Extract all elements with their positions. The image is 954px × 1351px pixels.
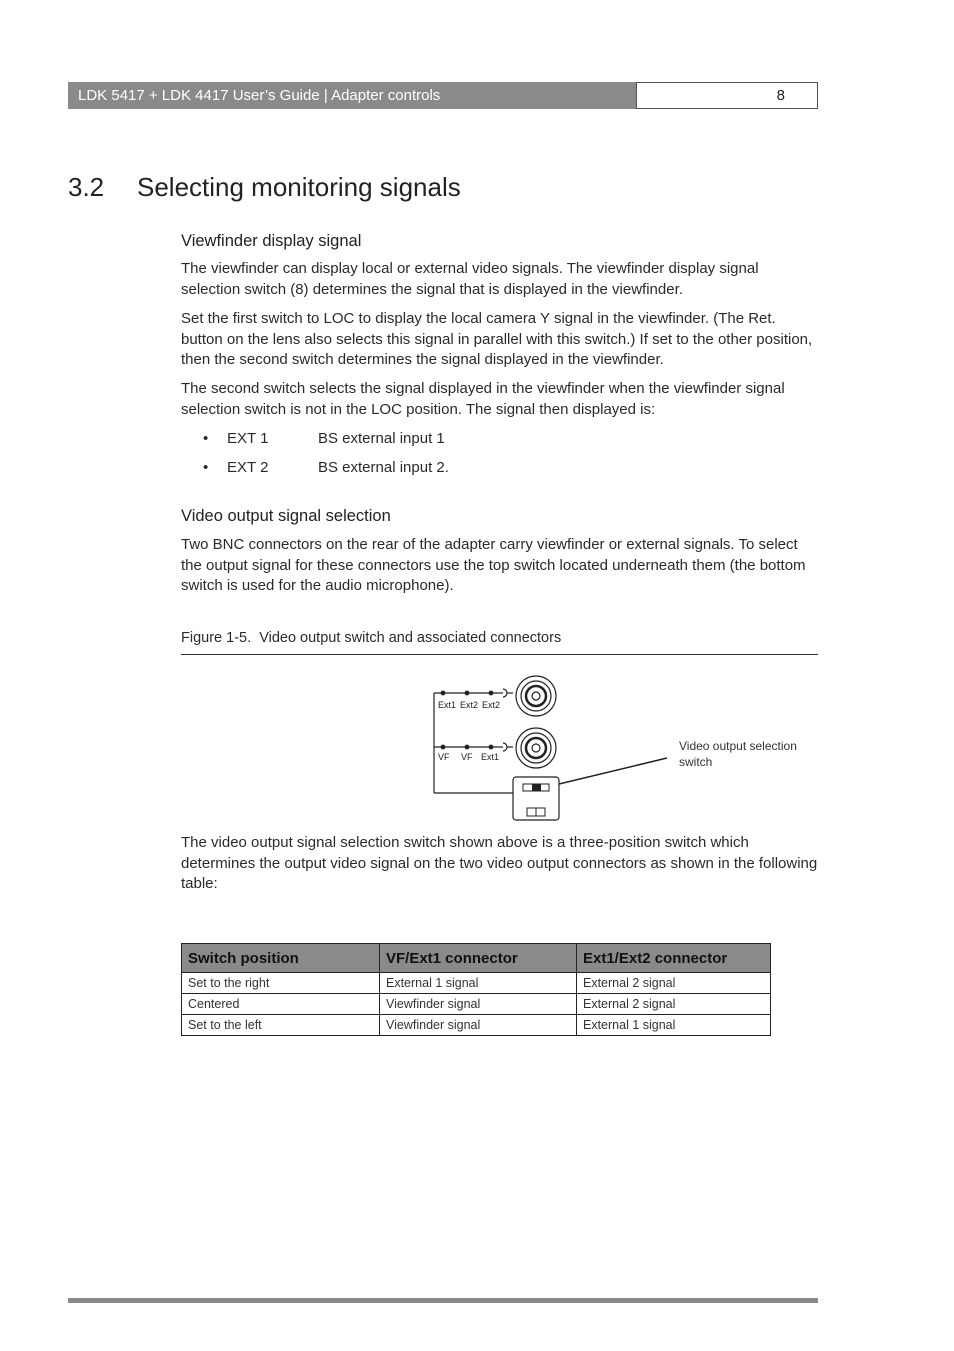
table-header-row [182, 944, 771, 973]
footer-rule [68, 1298, 818, 1303]
connector-label: VF [461, 752, 473, 762]
connector-label: Ext2 [482, 700, 501, 710]
section-title: Selecting monitoring signals [137, 172, 461, 202]
running-header-title: LDK 5417 + LDK 4417 User’s Guide | Adapter controls [68, 82, 636, 109]
table-cell: Set to the right [182, 973, 380, 994]
column-header: Ext1/Ext2 connector [577, 944, 771, 973]
terminal-dot [465, 745, 470, 750]
bnc-connector-bottom-icon [516, 728, 556, 768]
terminal-dot [489, 745, 494, 750]
video-output-paragraph-1: Two BNC connectors on the rear of the adapter carry viewfinder or external signals. To select the output signal for these connectors use the top switch located underneath them (the bottom switch is used for the audio microphone). [181, 536, 806, 594]
table-cell: External 2 signal [577, 973, 771, 994]
table-cell: Set to the left [182, 1015, 380, 1036]
viewfinder-paragraph-3: The second switch selects the signal displayed in the viewfinder when the viewfinder signal selection switch is not in the LOC position. The signal then displayed is: [181, 380, 785, 418]
terminal-dot [441, 745, 446, 750]
selection-switch-icon [513, 777, 559, 820]
bullet-description: BS external input 2. [318, 459, 449, 476]
bnc-connector-top-icon [516, 676, 556, 716]
table-cell: External 2 signal [577, 994, 771, 1015]
figure-caption-text: Video output switch and associated connectors [259, 630, 562, 646]
table-cell: External 1 signal [577, 1015, 771, 1036]
page-number: 8 [636, 82, 818, 109]
terminal-dot [489, 691, 494, 696]
switch-position-table [181, 943, 771, 1036]
terminal-dot [441, 691, 446, 696]
viewfinder-paragraph-2: Set the first switch to LOC to display the local camera Y signal in the viewfinder. (The Ret. button on the lens also selects this signal in parallel with this switch.) If set to the other position, then the second switch determines the signal displayed in the viewfinder. [181, 310, 813, 368]
connector-label: Ext2 [460, 700, 479, 710]
callout-line [559, 758, 667, 784]
table-row [182, 973, 771, 994]
table-cell: Viewfinder signal [380, 1015, 577, 1036]
table-row [182, 1015, 771, 1036]
figure-number: Figure 1-5. [181, 630, 252, 646]
callout-label: switch [679, 755, 713, 769]
bullet-term: EXT 1 [227, 430, 269, 447]
bullet-icon: • [203, 459, 209, 476]
table-cell: Viewfinder signal [380, 994, 577, 1015]
video-output-paragraph-2: The video output signal selection switch shown above is a three-position switch which determines the output video signal on the two video output connectors as shown in the following table: [181, 834, 818, 892]
column-header: VF/Ext1 connector [380, 944, 577, 973]
callout-label: Video output selection [679, 739, 797, 753]
video-output-heading: Video output signal selection [181, 507, 391, 525]
terminal-dot [465, 691, 470, 696]
column-header: Switch position [182, 944, 380, 973]
viewfinder-heading: Viewfinder display signal [181, 232, 362, 250]
bullet-description: BS external input 1 [318, 430, 445, 447]
bullet-icon: • [203, 430, 209, 447]
table-cell: External 1 signal [380, 973, 577, 994]
table-row [182, 994, 771, 1015]
section-number: 3.2 [68, 172, 105, 202]
table-cell: Centered [182, 994, 380, 1015]
connector-label: VF [438, 752, 450, 762]
connector-label: Ext1 [438, 700, 457, 710]
connector-label: Ext1 [481, 752, 500, 762]
viewfinder-paragraph-1: The viewfinder can display local or external video signals. The viewfinder display signal selection switch (8) determines the signal that is displayed in the viewfinder. [181, 260, 759, 298]
bullet-term: EXT 2 [227, 459, 269, 476]
